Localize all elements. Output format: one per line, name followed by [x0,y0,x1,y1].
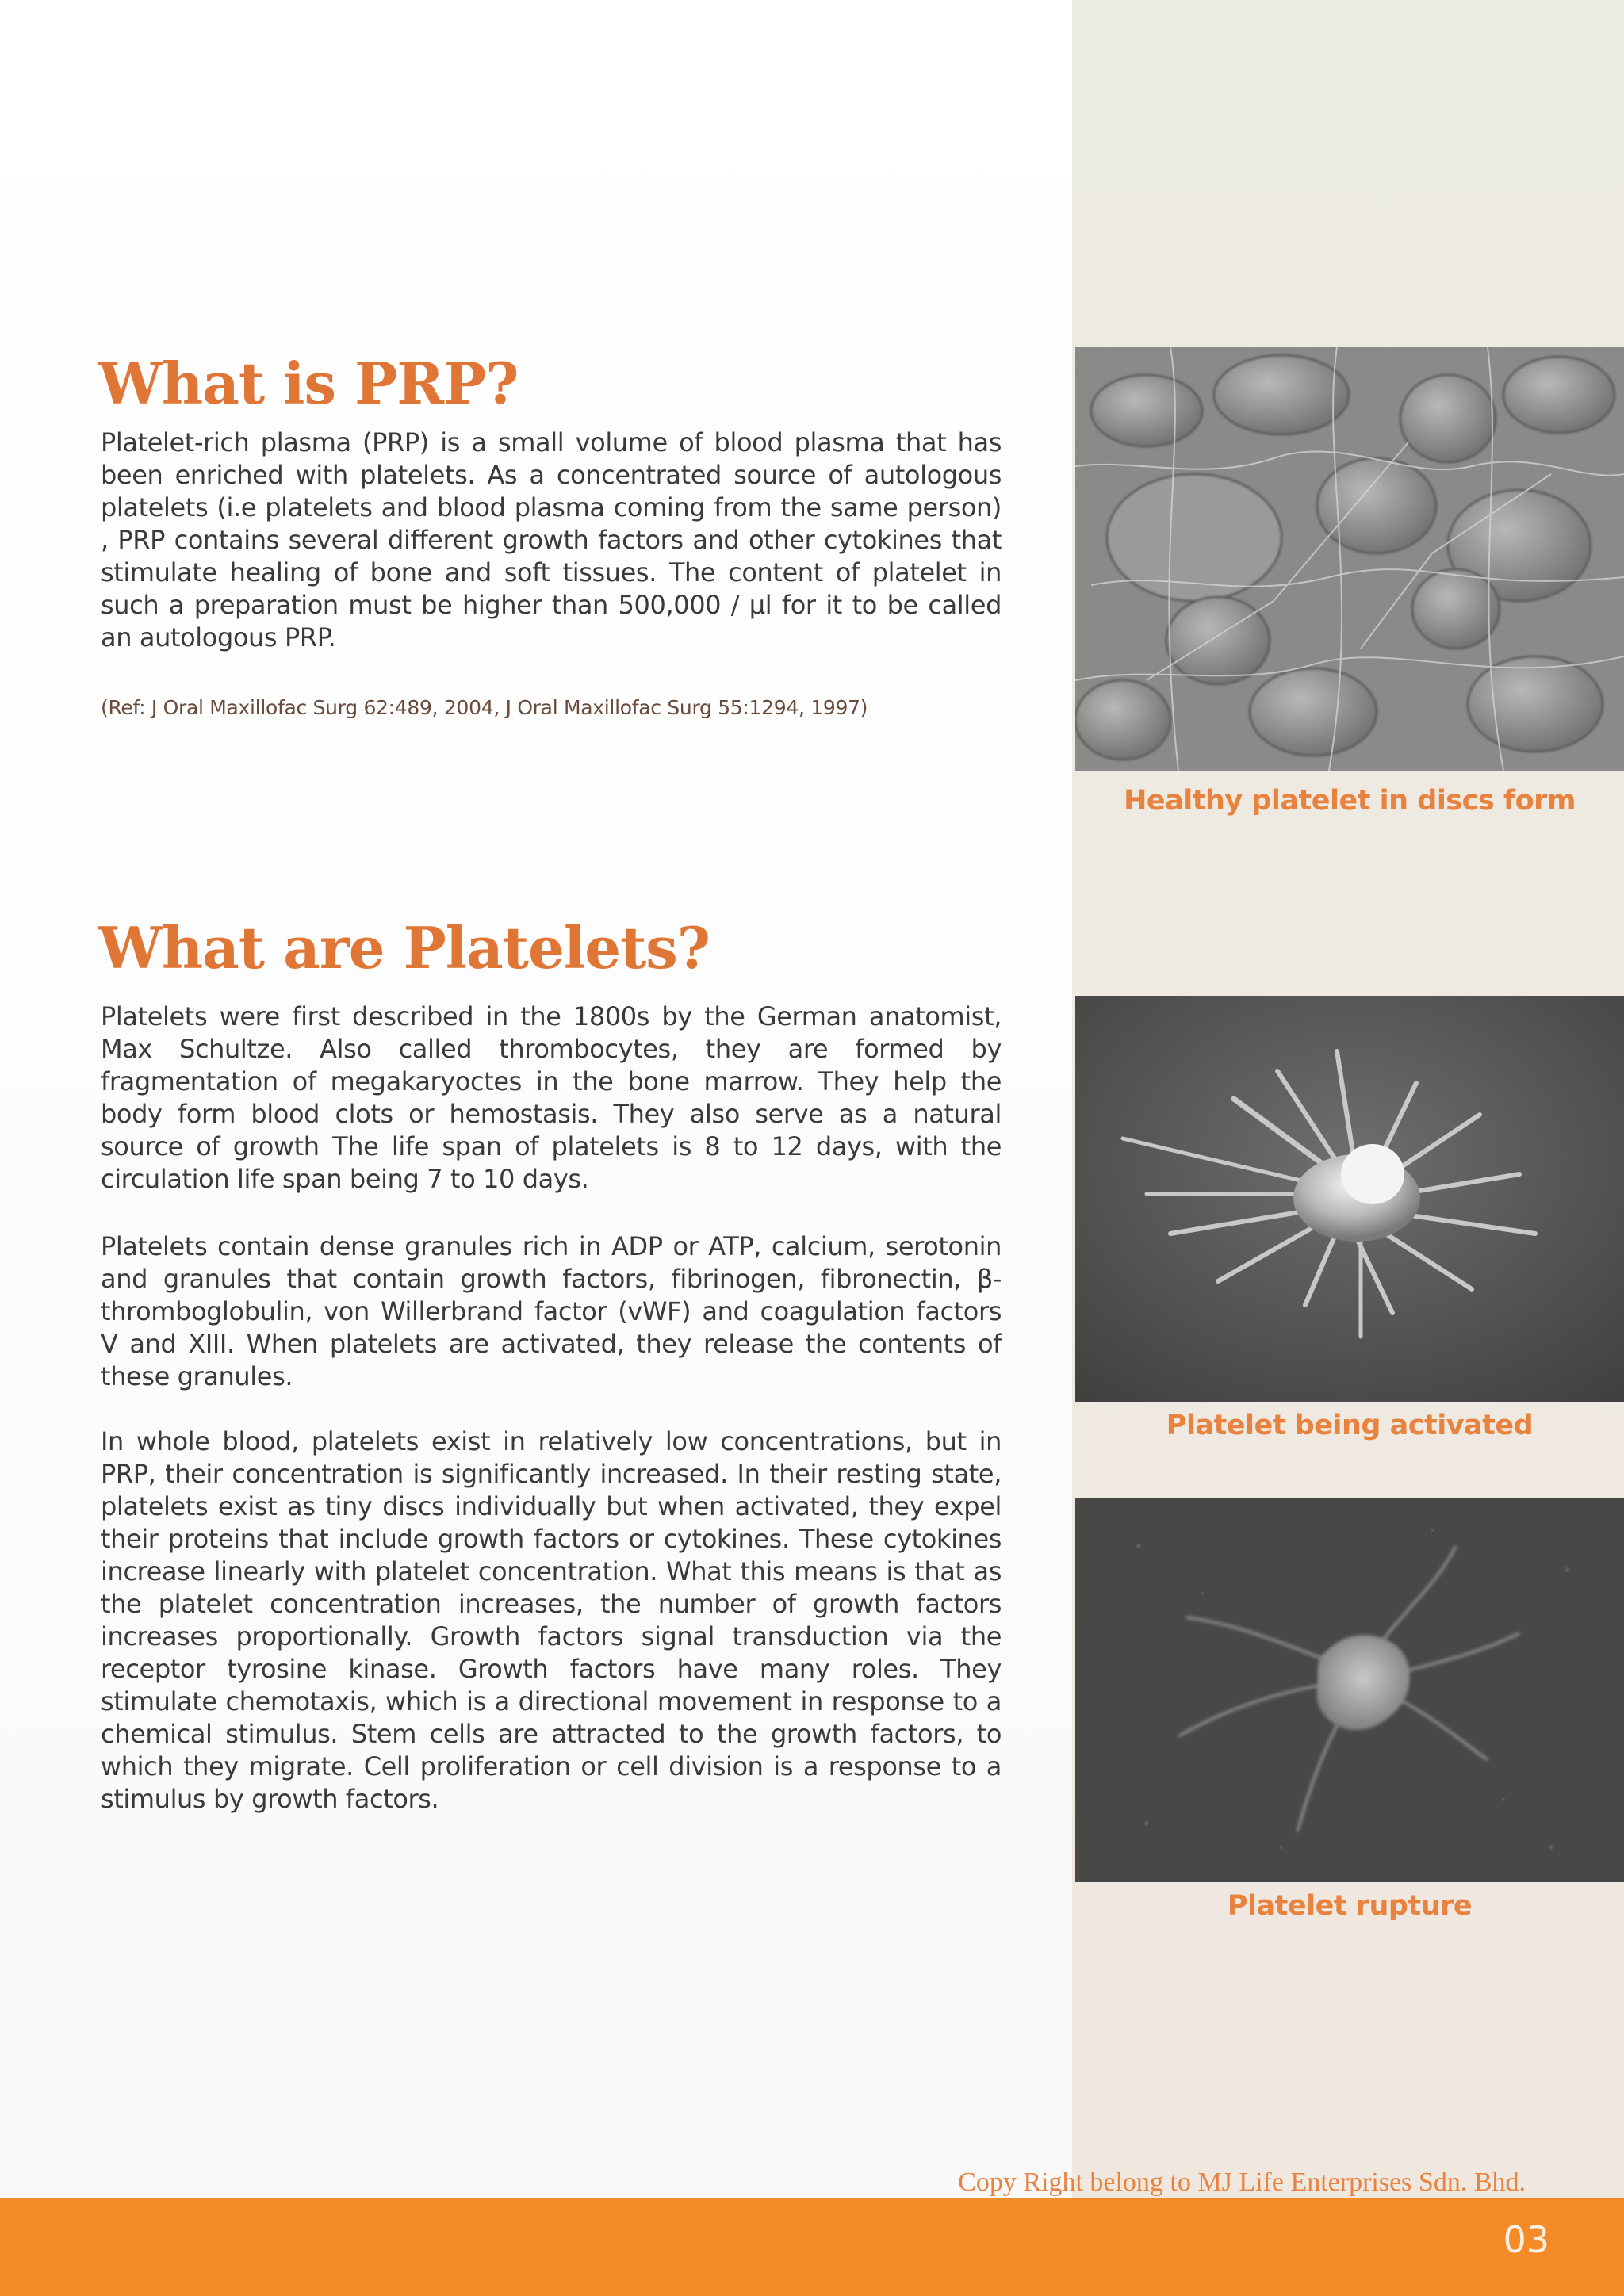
page-number: 03 [1503,2218,1549,2261]
heading-what-are-platelets: What are Platelets? [98,914,710,982]
healthy-platelet-caption: Healthy platelet in discs form [1124,785,1576,817]
ruptured-platelet-caption: Platelet rupture [1227,1890,1473,1922]
ruptured-platelet-micrograph [1075,1498,1624,1882]
activated-platelet-micrograph [1075,996,1624,1402]
heading-what-is-prp: What is PRP? [98,350,519,417]
healthy-platelets-micrograph [1075,347,1624,771]
platelets-paragraph-3: In whole blood, platelets exist in relatively low concentrations, but in PRP, their concentration is significantly increased. In their resting state, platelets exist as tiny discs individually but when activated, they expel their proteins that include growth factors or cytokines. These cytokines increase linearly with platelet concentration. What this means is that as the platelet concentration increases, the number of growth factors increases proportionally. Growth factors signal transduction via the receptor tyrosine kinase. Growth factors have many roles. They stimulate chemotaxis, which is a directional movement in response to a chemical stimulus. Stem cells are attracted to the growth factors, to which they migrate. Cell proliferation or cell division is a response to a stimulus by growth factors. [101,1426,1002,1814]
activated-platelet-caption: Platelet being activated [1166,1410,1534,1441]
footer-bar [0,2198,1624,2296]
prp-reference: (Ref: J Oral Maxillofac Surg 62:489, 2004, J Oral Maxillofac Surg 55:1294, 1997) [101,696,868,719]
copyright-notice: Copy Right belong to MJ Life Enterprises Sdn. Bhd. [958,2168,1526,2197]
prp-description: Platelet-rich plasma (PRP) is a small volume of blood plasma that has been enriched with platelets. As a concentrated source of autologous platelets (i.e platelets and blood plasma coming from the same person) , PRP contains several different growth factors and other cytokines that stimulate healing of bone and soft tissues. The content of platelet in such a preparation must be higher than 500,000 / µl for it to be called an autologous PRP. [101,427,1002,652]
platelets-paragraph-2: Platelets contain dense granules rich in ADP or ATP, calcium, serotonin and granules that contain growth factors, fibrinogen, fibronectin, β-thromboglobulin, von Willerbrand factor (vWF) and coagulation factors V and XIII. When platelets are activated, they release the contents of these granules. [101,1231,1002,1391]
platelets-paragraph-1: Platelets were first described in the 1800s by the German anatomist, Max Schultze. Also called thrombocytes, they are formed by fragmentation of megakaryoctes in the bone marrow. They help the body form blood clots or hemostasis. They also serve as a natural source of growth The life span of platelets is 8 to 12 days, with the circulation life span being 7 to 10 days. [101,1001,1002,1194]
